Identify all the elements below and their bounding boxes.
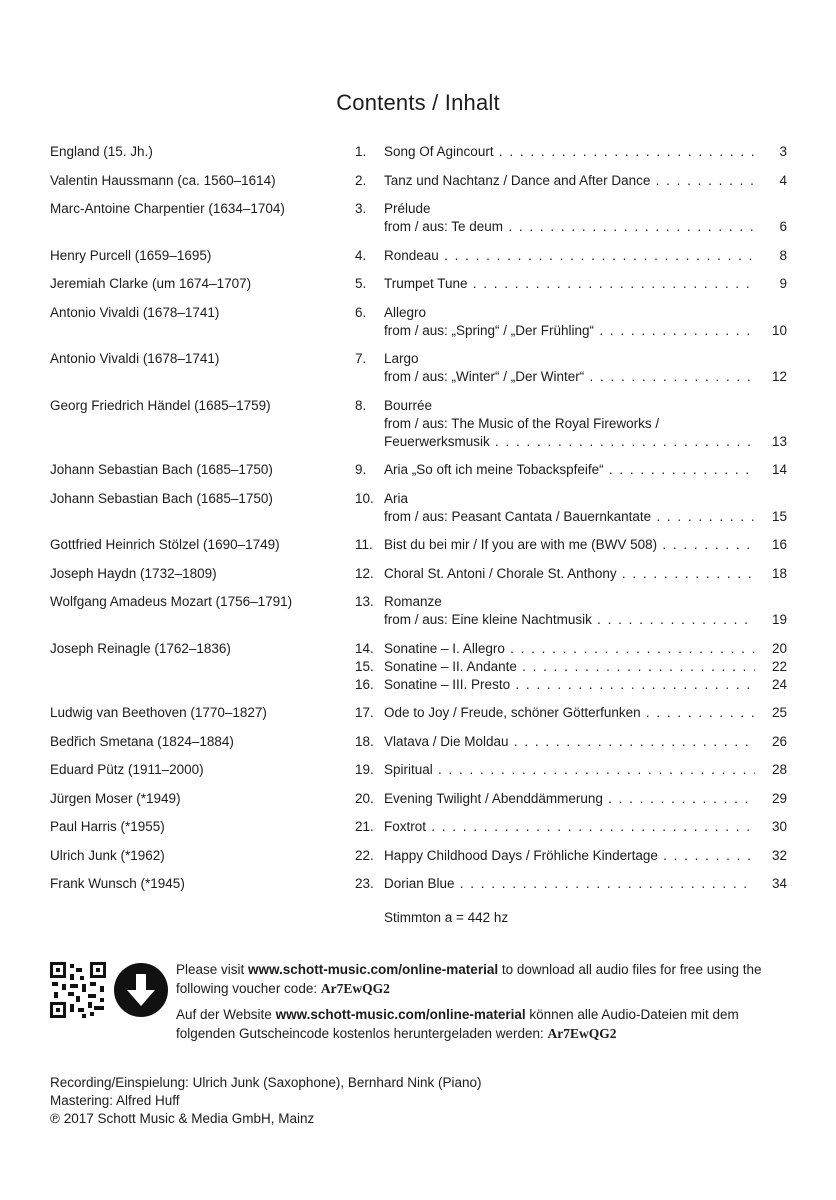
toc-line [355, 276, 787, 294]
composer-name: Joseph Reinagle (1762–1836) [50, 640, 231, 656]
page-number: 10 [771, 322, 787, 338]
piece-number: 5. [355, 276, 367, 291]
piece-number: 13. [355, 594, 374, 609]
piece-number: 18. [355, 733, 374, 749]
piece-number: 20. [355, 790, 374, 806]
page-number: 14 [771, 462, 787, 477]
toc-line [355, 144, 787, 162]
composer-name: Frank Wunsch (*1945) [50, 876, 185, 891]
piece-title: Rondeau . . . [384, 248, 755, 263]
toc-line [355, 462, 787, 480]
piece-number: 9. [355, 462, 367, 477]
toc-line [355, 434, 787, 452]
piece-number: 23. [355, 876, 374, 891]
piece-title: Largo [384, 351, 419, 366]
piece-title: from / aus: Eine kleine Nachtmusik . . . [384, 612, 755, 627]
website-link[interactable]: www.schott-music.com/online-material [248, 962, 499, 977]
page-number: 12 [771, 369, 787, 384]
piece-number: 15. [355, 658, 374, 674]
page-number: 19 [771, 612, 787, 627]
toc-line [355, 848, 787, 866]
piece-title: Ode to Joy / Freude, schöner Götterfunken . . . [384, 705, 755, 720]
page-number: 18 [771, 565, 787, 581]
piece-title: Sonatine – II. Andante . . . [384, 659, 755, 674]
piece-title: Bourrée [384, 397, 433, 413]
composer-name: Joseph Haydn (1732–1809) [50, 565, 217, 581]
piece-title: Vlatava / Die Moldau . . . [384, 734, 755, 749]
page-number: 13 [771, 433, 787, 449]
copyright-notice: ℗ 2017 Schott Music & Media GmbH, Mainz [50, 1111, 315, 1126]
piece-title: Aria [384, 490, 409, 506]
composer-name: Johann Sebastian Bach (1685–1750) [50, 462, 273, 477]
piece-title: Happy Childhood Days / Fröhliche Kindertage . . . [384, 848, 755, 863]
toc-line [355, 876, 787, 894]
composer-name: Bedřich Smetana (1824–1884) [50, 733, 234, 749]
composer-name: Valentin Haussmann (ca. 1560–1614) [50, 172, 276, 188]
piece-number: 3. [355, 201, 367, 216]
toc-line [355, 323, 787, 341]
page-number: 20 [771, 640, 787, 656]
piece-number: 6. [355, 304, 367, 320]
toc-line [355, 705, 787, 723]
voucher-german [176, 1005, 796, 1043]
piece-number: 7. [355, 351, 367, 366]
toc-line [355, 398, 787, 416]
composer-name: Jeremiah Clarke (um 1674–1707) [50, 276, 252, 291]
piece-title: Song Of Agincourt . . . [384, 144, 755, 159]
toc-line [355, 819, 787, 837]
toc-line [355, 791, 787, 809]
piece-title: from / aus: Te deum . . . [384, 219, 755, 234]
toc-line [355, 537, 787, 555]
piece-title: Bist du bei mir / If you are with me (BWV 508) . . . [384, 537, 755, 552]
toc-line [355, 594, 787, 612]
piece-title: from / aus: Peasant Cantata / Bauernkantate . . . [384, 509, 755, 524]
piece-number: 4. [355, 247, 367, 263]
page-number: 3 [779, 144, 787, 159]
composer-name: Henry Purcell (1659–1695) [50, 247, 212, 263]
page-number: 4 [779, 172, 787, 188]
page-number: 29 [771, 790, 787, 806]
toc-line [355, 173, 787, 191]
composer-name: England (15. Jh.) [50, 144, 153, 159]
piece-title: Choral St. Antoni / Chorale St. Anthony . . . [384, 566, 755, 581]
voucher-code: Ar7EwQG2 [320, 981, 390, 996]
piece-number: 1. [355, 144, 367, 159]
toc-line [355, 201, 787, 219]
toc-line [355, 566, 787, 584]
composer-name: Wolfgang Amadeus Mozart (1756–1791) [50, 594, 293, 609]
piece-number: 14. [355, 640, 374, 656]
composer-name: Antonio Vivaldi (1678–1741) [50, 351, 220, 366]
piece-title: Evening Twilight / Abenddämmerung . . . [384, 791, 755, 806]
piece-title: from / aus: The Music of the Royal Fireworks / [384, 415, 660, 431]
composer-name: Ulrich Junk (*1962) [50, 847, 165, 863]
piece-title: Tanz und Nachtanz / Dance and After Dance . . . [384, 173, 755, 188]
piece-title: from / aus: „Spring“ / „Der Frühling“ . . . [384, 323, 755, 338]
voucher-code-de: Ar7EwQG2 [547, 1026, 617, 1041]
credits [50, 1074, 481, 1128]
qr-code-icon[interactable] [50, 962, 106, 1018]
toc-line [355, 248, 787, 266]
toc-line [355, 369, 787, 387]
voucher-en-text: Please visit [176, 962, 249, 977]
toc-line [355, 641, 787, 659]
toc-line [355, 677, 787, 695]
piece-title: Sonatine – III. Presto . . . [384, 677, 755, 692]
piece-title: Foxtrot . . . [384, 819, 755, 834]
page-number: 6 [779, 219, 787, 234]
toc-line [355, 762, 787, 780]
page-number: 22 [771, 658, 787, 674]
composer-name: Antonio Vivaldi (1678–1741) [50, 304, 220, 320]
voucher-info [176, 960, 796, 1050]
piece-number: 21. [355, 819, 374, 834]
piece-number: 11. [355, 537, 373, 552]
voucher-en-text-2: to download all audio files for free using the following voucher code: [176, 962, 762, 996]
mastering-credit: Mastering: Alfred Huff [50, 1093, 180, 1108]
composer-name: Marc-Antoine Charpentier (1634–1704) [50, 201, 285, 216]
toc-line [355, 491, 787, 509]
piece-number: 12. [355, 565, 374, 581]
piece-title: Sonatine – I. Allegro . . . [384, 641, 755, 656]
piece-title: Trumpet Tune . . . [384, 276, 755, 291]
tuning-note: Stimmton a = 442 hz [384, 910, 509, 925]
page-number: 15 [771, 508, 787, 524]
piece-number: 2. [355, 172, 367, 188]
page-number: 30 [771, 819, 787, 834]
toc-line [355, 219, 787, 237]
voucher-de-text-2: können alle Audio-Dateien mit dem folgenden Gutscheincode kostenlos heruntergeladen werden: [176, 1007, 739, 1041]
page-number: 9 [779, 276, 787, 291]
voucher-english [176, 960, 796, 998]
page-number: 26 [771, 733, 787, 749]
page-number: 24 [771, 676, 787, 692]
website-link-de[interactable]: www.schott-music.com/online-material [275, 1007, 526, 1022]
piece-title: Feuerwerksmusik . . . [384, 434, 755, 449]
toc-line [355, 612, 787, 630]
piece-title: from / aus: „Winter“ / „Der Winter“ . . . [384, 369, 755, 384]
page-number: 28 [771, 762, 787, 777]
recording-credit: Recording/Einspielung: Ulrich Junk (Saxophone), Bernhard Nink (Piano) [50, 1075, 482, 1090]
toc-line [355, 734, 787, 752]
page-title: Contents / Inhalt [336, 90, 500, 115]
composer-name: Gottfried Heinrich Stölzel (1690–1749) [50, 537, 280, 552]
page-number: 34 [771, 876, 787, 891]
piece-title: Romanze [384, 594, 442, 609]
page-number: 25 [771, 705, 787, 720]
composer-name: Ludwig van Beethoven (1770–1827) [50, 705, 267, 720]
toc-line [355, 305, 787, 323]
piece-title: Prélude [384, 201, 431, 216]
piece-title: Allegro [384, 304, 427, 320]
piece-number: 17. [355, 705, 374, 720]
toc-line [355, 509, 787, 527]
composer-name: Georg Friedrich Händel (1685–1759) [50, 397, 271, 413]
page-number: 32 [771, 847, 787, 863]
piece-title: Dorian Blue . . . [384, 876, 755, 891]
piece-number: 8. [355, 397, 367, 413]
download-arrow-icon[interactable] [113, 962, 169, 1018]
toc-line [355, 416, 787, 434]
page-number: 8 [779, 247, 787, 263]
piece-title: Spiritual . . . [384, 762, 755, 777]
composer-name: Paul Harris (*1955) [50, 819, 165, 834]
piece-number: 19. [355, 762, 374, 777]
piece-number: 22. [355, 847, 374, 863]
composer-name: Jürgen Moser (*1949) [50, 790, 181, 806]
toc-line [355, 659, 787, 677]
page-number: 16 [771, 537, 787, 552]
toc-line [355, 351, 787, 369]
composer-name: Eduard Pütz (1911–2000) [50, 762, 204, 777]
voucher-de-text: Auf der Website [176, 1007, 276, 1022]
piece-number: 16. [355, 676, 374, 692]
composer-name: Johann Sebastian Bach (1685–1750) [50, 490, 273, 506]
piece-number: 10. [355, 490, 374, 506]
piece-title: Aria „So oft ich meine Tobackspfeife“ . . . [384, 462, 755, 477]
